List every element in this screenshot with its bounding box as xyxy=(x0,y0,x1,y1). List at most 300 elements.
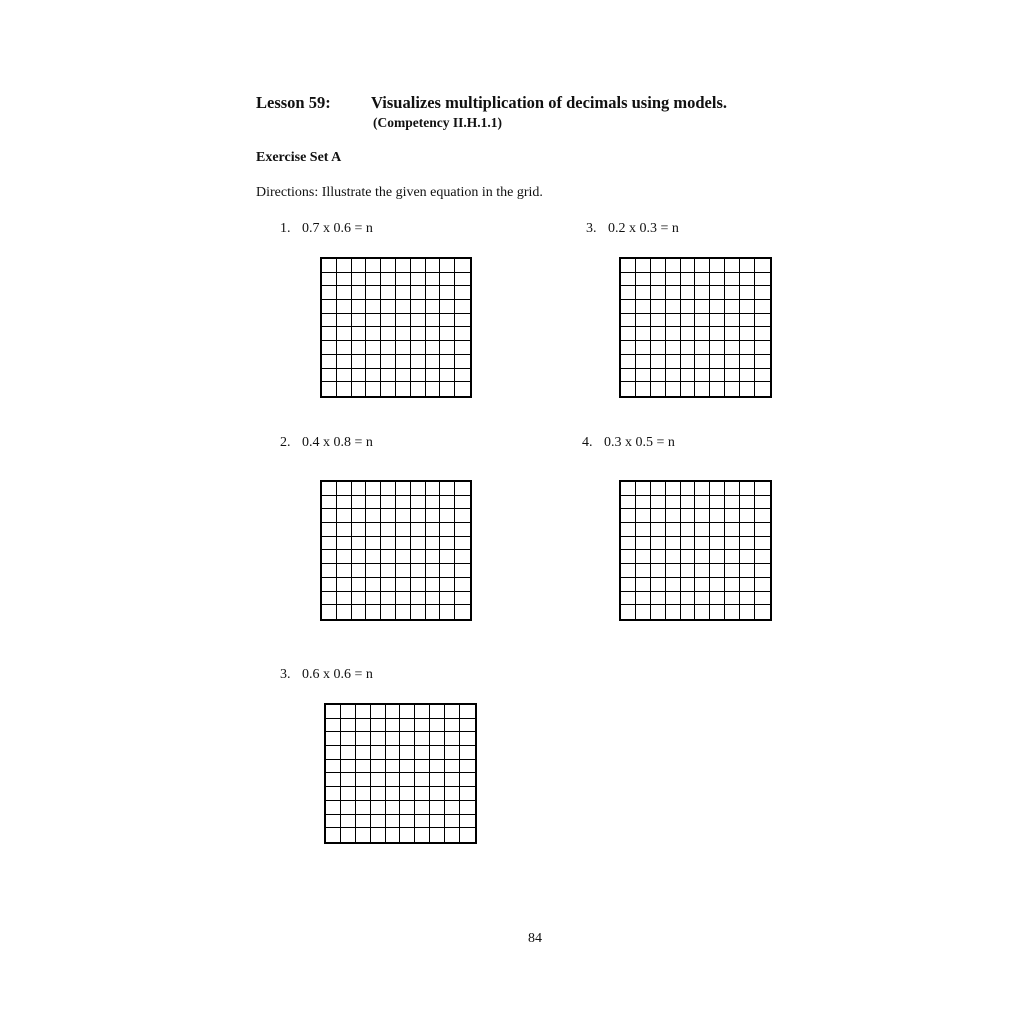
grid-cell[interactable] xyxy=(755,341,770,355)
grid-cell[interactable] xyxy=(440,286,455,300)
grid-cell[interactable] xyxy=(371,801,386,815)
grid-cell[interactable] xyxy=(636,300,651,314)
grid-cell[interactable] xyxy=(621,496,636,510)
grid-cell[interactable] xyxy=(710,286,725,300)
grid-cell[interactable] xyxy=(366,605,381,619)
grid-cell[interactable] xyxy=(381,523,396,537)
grid-cell[interactable] xyxy=(381,509,396,523)
grid-cell[interactable] xyxy=(740,273,755,287)
grid-cell[interactable] xyxy=(695,382,710,396)
grid-cell[interactable] xyxy=(352,369,367,383)
grid-cell[interactable] xyxy=(440,482,455,496)
grid-cell[interactable] xyxy=(440,369,455,383)
grid-cell[interactable] xyxy=(326,801,341,815)
grid-cell[interactable] xyxy=(322,482,337,496)
grid-cell[interactable] xyxy=(755,578,770,592)
grid-cell[interactable] xyxy=(725,382,740,396)
grid-cell[interactable] xyxy=(352,537,367,551)
grid-cell[interactable] xyxy=(411,286,426,300)
grid-cell[interactable] xyxy=(337,286,352,300)
grid-cell[interactable] xyxy=(322,300,337,314)
grid-cell[interactable] xyxy=(740,341,755,355)
grid-cell[interactable] xyxy=(636,523,651,537)
grid-cell[interactable] xyxy=(337,482,352,496)
grid-cell[interactable] xyxy=(322,314,337,328)
grid-cell[interactable] xyxy=(740,286,755,300)
grid-cell[interactable] xyxy=(322,523,337,537)
grid-cell[interactable] xyxy=(666,537,681,551)
grid-cell[interactable] xyxy=(337,314,352,328)
grid-cell[interactable] xyxy=(366,286,381,300)
grid-cell[interactable] xyxy=(666,327,681,341)
grid-cell[interactable] xyxy=(400,760,415,774)
grid-cell[interactable] xyxy=(386,828,401,842)
grid-cell[interactable] xyxy=(636,341,651,355)
grid-cell[interactable] xyxy=(445,719,460,733)
grid-cell[interactable] xyxy=(651,355,666,369)
grid-cell[interactable] xyxy=(621,482,636,496)
grid-cell[interactable] xyxy=(666,509,681,523)
grid-cell[interactable] xyxy=(326,746,341,760)
grid-cell[interactable] xyxy=(366,537,381,551)
grid-cell[interactable] xyxy=(445,815,460,829)
grid-cell[interactable] xyxy=(396,286,411,300)
grid-cell[interactable] xyxy=(440,382,455,396)
grid-cell[interactable] xyxy=(681,341,696,355)
grid-cell[interactable] xyxy=(356,773,371,787)
grid-cell[interactable] xyxy=(411,550,426,564)
grid-cell[interactable] xyxy=(337,523,352,537)
grid-cell[interactable] xyxy=(337,550,352,564)
grid-cell[interactable] xyxy=(755,537,770,551)
grid-cell[interactable] xyxy=(337,382,352,396)
grid-cell[interactable] xyxy=(455,578,470,592)
grid-cell[interactable] xyxy=(415,719,430,733)
grid-cell[interactable] xyxy=(352,259,367,273)
grid-cell[interactable] xyxy=(366,509,381,523)
grid-cell[interactable] xyxy=(426,523,441,537)
grid-cell[interactable] xyxy=(725,550,740,564)
grid-cell[interactable] xyxy=(352,482,367,496)
grid-cell[interactable] xyxy=(337,327,352,341)
grid-cell[interactable] xyxy=(455,537,470,551)
grid-cell[interactable] xyxy=(396,523,411,537)
grid-cell[interactable] xyxy=(621,355,636,369)
grid-cell[interactable] xyxy=(366,564,381,578)
grid-cell[interactable] xyxy=(636,259,651,273)
grid-cell[interactable] xyxy=(400,746,415,760)
grid-cell[interactable] xyxy=(396,578,411,592)
grid-cell[interactable] xyxy=(755,592,770,606)
grid-cell[interactable] xyxy=(681,259,696,273)
grid-cell[interactable] xyxy=(651,537,666,551)
grid-cell[interactable] xyxy=(322,496,337,510)
grid-cell[interactable] xyxy=(381,537,396,551)
grid-cell[interactable] xyxy=(396,550,411,564)
grid-cell[interactable] xyxy=(755,509,770,523)
grid-cell[interactable] xyxy=(710,327,725,341)
grid-cell[interactable] xyxy=(426,592,441,606)
grid-cell[interactable] xyxy=(740,523,755,537)
grid-cell[interactable] xyxy=(366,496,381,510)
grid-cell[interactable] xyxy=(651,314,666,328)
grid-cell[interactable] xyxy=(455,273,470,287)
grid-cell[interactable] xyxy=(695,550,710,564)
grid-cell[interactable] xyxy=(666,341,681,355)
grid-cell[interactable] xyxy=(681,605,696,619)
grid-cell[interactable] xyxy=(411,259,426,273)
grid-cell[interactable] xyxy=(681,355,696,369)
grid-cell[interactable] xyxy=(666,355,681,369)
grid-cell[interactable] xyxy=(411,314,426,328)
grid-cell[interactable] xyxy=(322,564,337,578)
grid-cell[interactable] xyxy=(396,300,411,314)
grid-cell[interactable] xyxy=(651,523,666,537)
grid-cell[interactable] xyxy=(341,760,356,774)
grid-cell[interactable] xyxy=(695,482,710,496)
grid-cell[interactable] xyxy=(371,746,386,760)
grid-cell[interactable] xyxy=(651,327,666,341)
grid-cell[interactable] xyxy=(695,592,710,606)
grid-cell[interactable] xyxy=(621,523,636,537)
grid-cell[interactable] xyxy=(337,369,352,383)
grid-cell[interactable] xyxy=(366,259,381,273)
grid-cell[interactable] xyxy=(381,327,396,341)
grid-cell[interactable] xyxy=(710,605,725,619)
grid-cell[interactable] xyxy=(326,705,341,719)
grid-cell[interactable] xyxy=(740,592,755,606)
grid-cell[interactable] xyxy=(740,537,755,551)
grid-cell[interactable] xyxy=(636,482,651,496)
grid-cell[interactable] xyxy=(460,705,475,719)
grid-cell[interactable] xyxy=(366,273,381,287)
grid-cell[interactable] xyxy=(440,259,455,273)
grid-cell[interactable] xyxy=(445,801,460,815)
grid-cell[interactable] xyxy=(326,732,341,746)
grid-cell[interactable] xyxy=(725,341,740,355)
grid-cell[interactable] xyxy=(440,327,455,341)
grid-cell[interactable] xyxy=(636,550,651,564)
grid-cell[interactable] xyxy=(341,732,356,746)
grid-cell[interactable] xyxy=(341,828,356,842)
grid-cell[interactable] xyxy=(415,787,430,801)
grid-cell[interactable] xyxy=(371,760,386,774)
grid-cell[interactable] xyxy=(621,314,636,328)
grid-cell[interactable] xyxy=(725,564,740,578)
grid-cell[interactable] xyxy=(356,746,371,760)
grid-cell[interactable] xyxy=(445,760,460,774)
grid-cell[interactable] xyxy=(326,760,341,774)
grid-cell[interactable] xyxy=(666,523,681,537)
grid-cell[interactable] xyxy=(337,592,352,606)
grid-cell[interactable] xyxy=(400,787,415,801)
grid-cell[interactable] xyxy=(426,300,441,314)
grid-cell[interactable] xyxy=(426,537,441,551)
grid-cell[interactable] xyxy=(695,341,710,355)
grid-cell[interactable] xyxy=(381,482,396,496)
grid-cell[interactable] xyxy=(426,482,441,496)
grid-cell[interactable] xyxy=(681,578,696,592)
grid-cell[interactable] xyxy=(430,760,445,774)
grid-cell[interactable] xyxy=(430,828,445,842)
grid-cell[interactable] xyxy=(621,550,636,564)
grid-cell[interactable] xyxy=(695,369,710,383)
grid-cell[interactable] xyxy=(455,605,470,619)
grid-cell[interactable] xyxy=(621,341,636,355)
grid-cell[interactable] xyxy=(411,509,426,523)
grid-cell[interactable] xyxy=(415,705,430,719)
grid-cell[interactable] xyxy=(396,482,411,496)
grid-cell[interactable] xyxy=(710,564,725,578)
grid-cell[interactable] xyxy=(755,550,770,564)
grid-cell[interactable] xyxy=(651,369,666,383)
grid-cell[interactable] xyxy=(337,578,352,592)
grid-cell[interactable] xyxy=(352,300,367,314)
grid-cell[interactable] xyxy=(426,355,441,369)
grid-cell[interactable] xyxy=(651,592,666,606)
grid-cell[interactable] xyxy=(396,327,411,341)
grid-cell[interactable] xyxy=(352,327,367,341)
grid-cell[interactable] xyxy=(341,705,356,719)
grid-cell[interactable] xyxy=(411,592,426,606)
grid-cell[interactable] xyxy=(337,564,352,578)
grid-cell[interactable] xyxy=(666,592,681,606)
grid-cell[interactable] xyxy=(651,273,666,287)
grid-cell[interactable] xyxy=(695,355,710,369)
grid-cell[interactable] xyxy=(322,273,337,287)
grid-cell[interactable] xyxy=(455,314,470,328)
grid-cell[interactable] xyxy=(430,801,445,815)
grid-cell[interactable] xyxy=(651,382,666,396)
grid-cell[interactable] xyxy=(396,355,411,369)
grid-cell[interactable] xyxy=(381,369,396,383)
grid-cell[interactable] xyxy=(740,259,755,273)
grid-cell[interactable] xyxy=(666,605,681,619)
grid-cell[interactable] xyxy=(755,314,770,328)
grid-cell[interactable] xyxy=(430,815,445,829)
grid-cell[interactable] xyxy=(755,382,770,396)
grid-cell[interactable] xyxy=(411,355,426,369)
grid-cell[interactable] xyxy=(636,273,651,287)
grid-cell[interactable] xyxy=(740,355,755,369)
grid-cell[interactable] xyxy=(411,273,426,287)
grid-cell[interactable] xyxy=(415,773,430,787)
grid-cell[interactable] xyxy=(337,355,352,369)
grid-cell[interactable] xyxy=(695,564,710,578)
grid-cell[interactable] xyxy=(356,828,371,842)
grid-cell[interactable] xyxy=(415,828,430,842)
grid-cell[interactable] xyxy=(440,496,455,510)
grid-cell[interactable] xyxy=(725,482,740,496)
grid-cell[interactable] xyxy=(322,327,337,341)
grid-cell[interactable] xyxy=(381,605,396,619)
grid-cell[interactable] xyxy=(337,259,352,273)
grid-cell[interactable] xyxy=(326,719,341,733)
grid-cell[interactable] xyxy=(651,341,666,355)
grid-cell[interactable] xyxy=(445,773,460,787)
grid-cell[interactable] xyxy=(400,719,415,733)
grid-cell[interactable] xyxy=(322,605,337,619)
grid-cell[interactable] xyxy=(400,828,415,842)
grid-cell[interactable] xyxy=(415,746,430,760)
grid-cell[interactable] xyxy=(411,564,426,578)
grid-cell[interactable] xyxy=(341,773,356,787)
grid-cell[interactable] xyxy=(740,509,755,523)
grid-cell[interactable] xyxy=(710,369,725,383)
grid-cell[interactable] xyxy=(440,523,455,537)
grid-cell[interactable] xyxy=(400,801,415,815)
grid-cell[interactable] xyxy=(651,482,666,496)
grid-cell[interactable] xyxy=(430,787,445,801)
grid-cell[interactable] xyxy=(695,273,710,287)
grid-cell[interactable] xyxy=(411,537,426,551)
grid-cell[interactable] xyxy=(322,355,337,369)
grid-cell[interactable] xyxy=(381,355,396,369)
grid-cell[interactable] xyxy=(337,537,352,551)
grid-cell[interactable] xyxy=(681,273,696,287)
grid-cell[interactable] xyxy=(445,787,460,801)
grid-cell[interactable] xyxy=(695,327,710,341)
grid-cell[interactable] xyxy=(621,564,636,578)
grid-cell[interactable] xyxy=(725,537,740,551)
grid-cell[interactable] xyxy=(430,705,445,719)
grid-cell[interactable] xyxy=(455,482,470,496)
grid-cell[interactable] xyxy=(366,355,381,369)
hundred-grid-2[interactable] xyxy=(320,480,472,621)
grid-cell[interactable] xyxy=(666,382,681,396)
grid-cell[interactable] xyxy=(341,719,356,733)
grid-cell[interactable] xyxy=(352,273,367,287)
grid-cell[interactable] xyxy=(430,719,445,733)
grid-cell[interactable] xyxy=(386,801,401,815)
grid-cell[interactable] xyxy=(636,592,651,606)
grid-cell[interactable] xyxy=(455,382,470,396)
grid-cell[interactable] xyxy=(460,773,475,787)
grid-cell[interactable] xyxy=(681,550,696,564)
grid-cell[interactable] xyxy=(411,523,426,537)
grid-cell[interactable] xyxy=(710,300,725,314)
grid-cell[interactable] xyxy=(755,369,770,383)
grid-cell[interactable] xyxy=(725,509,740,523)
grid-cell[interactable] xyxy=(322,369,337,383)
grid-cell[interactable] xyxy=(352,341,367,355)
grid-cell[interactable] xyxy=(666,314,681,328)
grid-cell[interactable] xyxy=(381,564,396,578)
grid-cell[interactable] xyxy=(341,787,356,801)
grid-cell[interactable] xyxy=(710,523,725,537)
grid-cell[interactable] xyxy=(440,314,455,328)
grid-cell[interactable] xyxy=(440,355,455,369)
grid-cell[interactable] xyxy=(396,509,411,523)
grid-cell[interactable] xyxy=(366,300,381,314)
grid-cell[interactable] xyxy=(740,300,755,314)
grid-cell[interactable] xyxy=(396,537,411,551)
grid-cell[interactable] xyxy=(415,760,430,774)
grid-cell[interactable] xyxy=(725,327,740,341)
grid-cell[interactable] xyxy=(621,369,636,383)
grid-cell[interactable] xyxy=(381,592,396,606)
grid-cell[interactable] xyxy=(666,273,681,287)
grid-cell[interactable] xyxy=(710,537,725,551)
grid-cell[interactable] xyxy=(322,382,337,396)
grid-cell[interactable] xyxy=(322,592,337,606)
hundred-grid-3[interactable] xyxy=(619,257,772,398)
grid-cell[interactable] xyxy=(740,578,755,592)
grid-cell[interactable] xyxy=(440,537,455,551)
grid-cell[interactable] xyxy=(460,760,475,774)
hundred-grid-5[interactable] xyxy=(324,703,477,844)
grid-cell[interactable] xyxy=(636,369,651,383)
grid-cell[interactable] xyxy=(381,286,396,300)
grid-cell[interactable] xyxy=(710,509,725,523)
grid-cell[interactable] xyxy=(740,369,755,383)
grid-cell[interactable] xyxy=(326,787,341,801)
grid-cell[interactable] xyxy=(396,273,411,287)
grid-cell[interactable] xyxy=(755,355,770,369)
grid-cell[interactable] xyxy=(440,300,455,314)
grid-cell[interactable] xyxy=(396,564,411,578)
grid-cell[interactable] xyxy=(725,523,740,537)
grid-cell[interactable] xyxy=(455,341,470,355)
grid-cell[interactable] xyxy=(352,314,367,328)
grid-cell[interactable] xyxy=(366,369,381,383)
grid-cell[interactable] xyxy=(740,564,755,578)
grid-cell[interactable] xyxy=(710,355,725,369)
grid-cell[interactable] xyxy=(621,592,636,606)
grid-cell[interactable] xyxy=(651,550,666,564)
grid-cell[interactable] xyxy=(381,259,396,273)
grid-cell[interactable] xyxy=(400,773,415,787)
grid-cell[interactable] xyxy=(710,592,725,606)
grid-cell[interactable] xyxy=(681,300,696,314)
grid-cell[interactable] xyxy=(381,550,396,564)
grid-cell[interactable] xyxy=(695,605,710,619)
grid-cell[interactable] xyxy=(337,273,352,287)
grid-cell[interactable] xyxy=(341,746,356,760)
grid-cell[interactable] xyxy=(740,605,755,619)
grid-cell[interactable] xyxy=(352,564,367,578)
grid-cell[interactable] xyxy=(651,578,666,592)
grid-cell[interactable] xyxy=(356,801,371,815)
grid-cell[interactable] xyxy=(455,592,470,606)
grid-cell[interactable] xyxy=(411,605,426,619)
grid-cell[interactable] xyxy=(426,273,441,287)
grid-cell[interactable] xyxy=(710,273,725,287)
grid-cell[interactable] xyxy=(460,732,475,746)
grid-cell[interactable] xyxy=(326,773,341,787)
grid-cell[interactable] xyxy=(636,578,651,592)
grid-cell[interactable] xyxy=(681,537,696,551)
hundred-grid-1[interactable] xyxy=(320,257,472,398)
grid-cell[interactable] xyxy=(426,327,441,341)
grid-cell[interactable] xyxy=(352,578,367,592)
grid-cell[interactable] xyxy=(337,496,352,510)
grid-cell[interactable] xyxy=(411,369,426,383)
grid-cell[interactable] xyxy=(356,760,371,774)
grid-cell[interactable] xyxy=(636,314,651,328)
grid-cell[interactable] xyxy=(352,355,367,369)
grid-cell[interactable] xyxy=(352,550,367,564)
grid-cell[interactable] xyxy=(636,496,651,510)
grid-cell[interactable] xyxy=(356,705,371,719)
grid-cell[interactable] xyxy=(371,828,386,842)
grid-cell[interactable] xyxy=(725,355,740,369)
grid-cell[interactable] xyxy=(426,605,441,619)
grid-cell[interactable] xyxy=(386,787,401,801)
grid-cell[interactable] xyxy=(460,828,475,842)
grid-cell[interactable] xyxy=(426,564,441,578)
grid-cell[interactable] xyxy=(710,341,725,355)
